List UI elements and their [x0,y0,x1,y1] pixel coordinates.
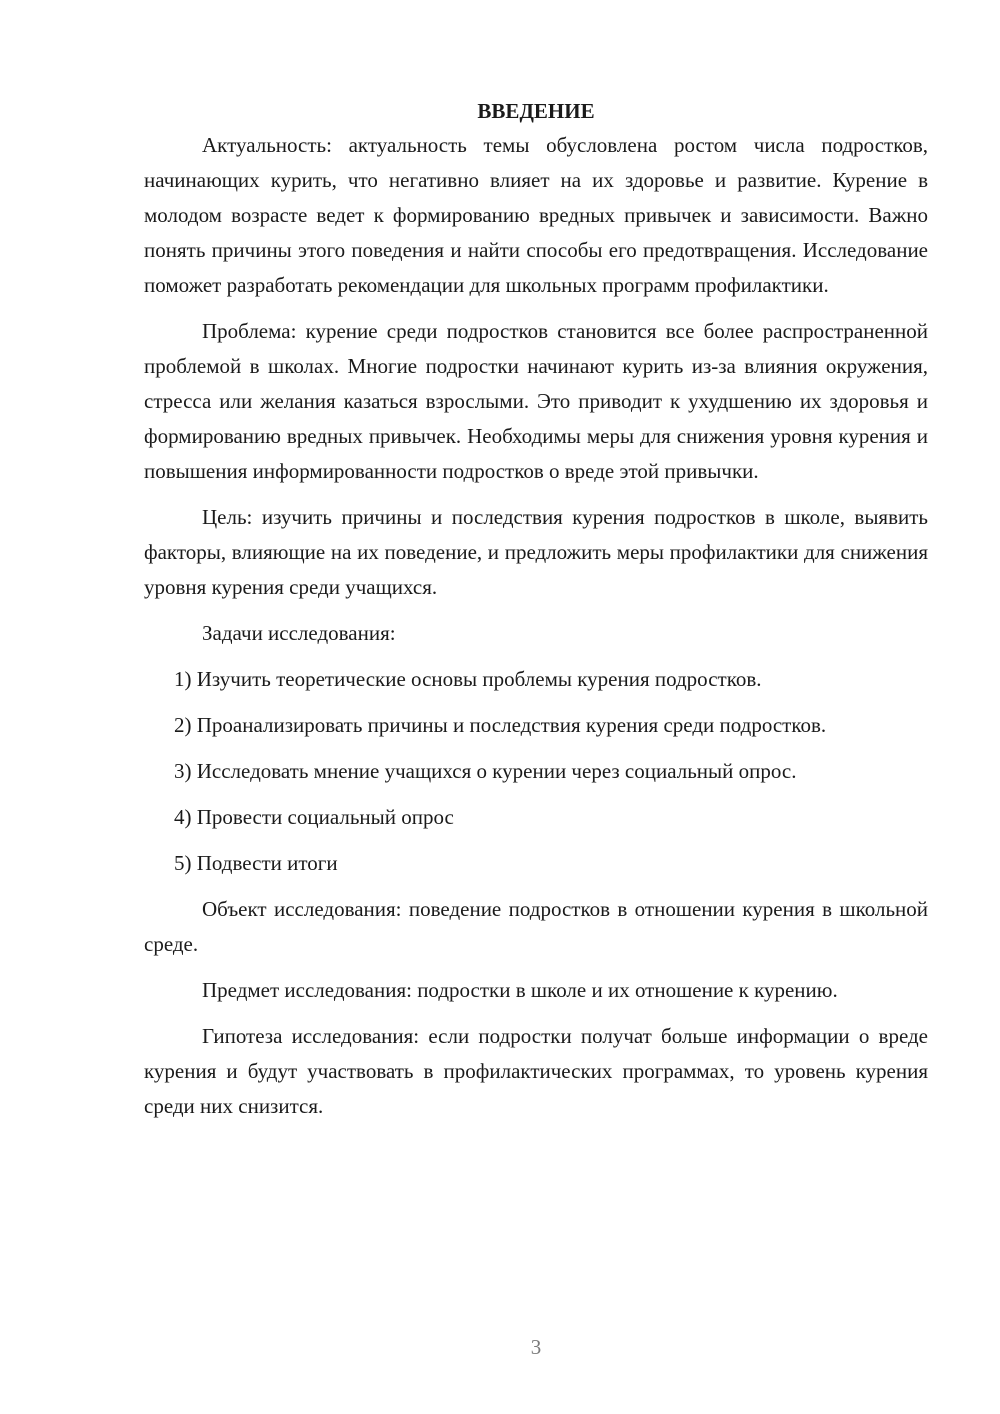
paragraph-relevance: Актуальность: актуальность темы обусловлена ростом числа подростков, начинающих курить, что негативно влияет на их здоровье и развитие. Курение в молодом возрасте ведет к формированию вредных привычек и зависимости. Важно понять причины этого поведения и найти способы его предотвращения. Исследование поможет разработать рекомендации для школьных программ профилактики. [144,133,928,297]
list-item: 1) Изучить теоретические основы проблемы курения подростков. [174,667,762,691]
paragraph-problem: Проблема: курение среди подростков становится все более распространенной проблемой в школах. Многие подростки начинают курить из-за влияния окружения, стресса или желания казаться взрослыми. Это приводит к ухудшению их здоровья и формированию вредных привычек. Необходимы меры для снижения уровня курения и повышения информированности подростков о вреде этой привычки. [144,319,928,483]
page-title: ВВЕДЕНИЕ [477,99,595,123]
paragraph-tasks-heading: Задачи исследования: [202,621,396,645]
list-item: 2) Проанализировать причины и последствия курения среди подростков. [174,713,827,737]
page-number: 3 [530,1335,542,1359]
paragraph-subject: Предмет исследования: подростки в школе и их отношение к курению. [202,978,838,1002]
paragraph-goal: Цель: изучить причины и последствия курения подростков в школе, выявить факторы, влияющие на их поведение, и предложить меры профилактики для снижения уровня курения среди учащихся. [144,505,928,599]
document-body [144,96,928,1135]
paragraph-object: Объект исследования: поведение подростков в отношении курения в школьной среде. [144,897,928,956]
tasks-list [144,662,928,881]
list-item: 5) Подвести итоги [174,851,338,875]
paragraph-hypothesis: Гипотеза исследования: если подростки получат больше информации о вреде курения и будут участвовать в профилактических программах, то уровень курения среди них снизится. [144,1024,928,1118]
list-item: 4) Провести социальный опрос [174,805,454,829]
list-item: 3) Исследовать мнение учащихся о курении через социальный опрос. [174,759,797,783]
